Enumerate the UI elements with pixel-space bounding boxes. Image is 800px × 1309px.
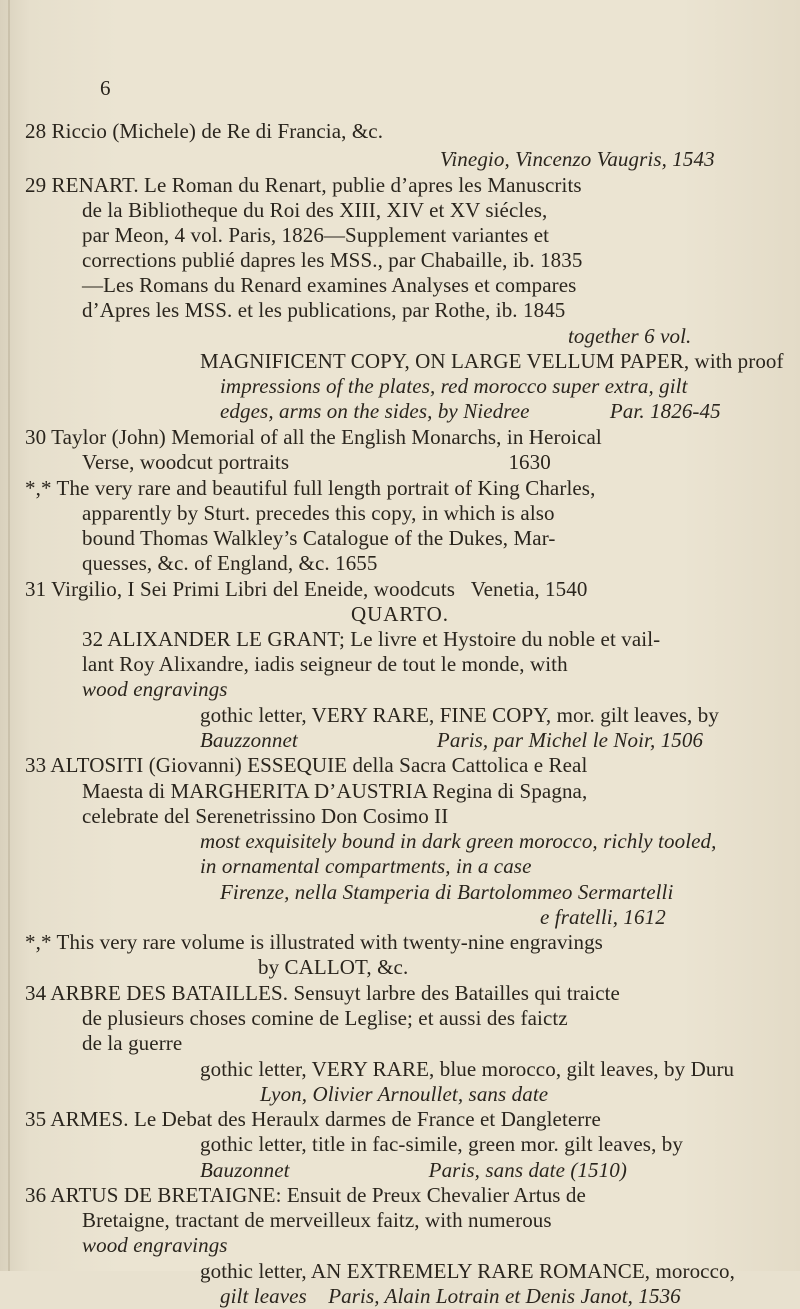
catalogue-line: corrections publié dapres les MSS., par Chabaille, ib. 1835 xyxy=(82,248,583,272)
catalogue-line: Verse, woodcut portraits 1630 xyxy=(82,450,551,474)
catalogue-line: 30 Taylor (John) Memorial of all the English Monarchs, in Heroical xyxy=(25,425,602,449)
catalogue-line: gilt leaves Paris, Alain Lotrain et Denis Janot, 1536 xyxy=(220,1284,681,1308)
catalogue-line: gothic letter, AN EXTREMELY RARE ROMANCE, morocco, xyxy=(200,1259,735,1283)
catalogue-line: in ornamental compartments, in a case xyxy=(200,854,532,878)
catalogue-line: edges, arms on the sides, by Niedree Par. 1826-45 xyxy=(220,399,721,423)
catalogue-line: 28 Riccio (Michele) de Re di Francia, &c. xyxy=(25,119,384,143)
catalogue-line: Bauzonnet Paris, sans date (1510) xyxy=(200,1158,627,1182)
catalogue-line: gothic letter, VERY RARE, blue morocco, gilt leaves, by Duru xyxy=(200,1057,735,1081)
catalogue-line: 33 ALTOSITI (Giovanni) ESSEQUIE della Sacra Cattolica e Real xyxy=(25,753,588,777)
catalogue-line: 34 ARBRE DES BATAILLES. Sensuyt larbre des Batailles qui traicte xyxy=(25,981,620,1005)
catalogue-line: bound Thomas Walkley’s Catalogue of the Dukes, Mar- xyxy=(82,526,556,550)
catalogue-line: Vinegio, Vincenzo Vaugris, 1543 xyxy=(440,147,715,171)
catalogue-line: 36 ARTUS DE BRETAIGNE: Ensuit de Preux Chevalier Artus de xyxy=(25,1183,586,1207)
catalogue-line: MAGNIFICENT COPY, ON LARGE VELLUM PAPER, with proof xyxy=(200,349,784,373)
catalogue-line: e fratelli, 1612 xyxy=(540,905,666,929)
catalogue-line: 31 Virgilio, I Sei Primi Libri del Eneide, woodcuts Venetia, 1540 xyxy=(25,577,588,601)
catalogue-line: Bretaigne, tractant de merveilleux faitz, with numerous xyxy=(82,1208,552,1232)
catalogue-line: de la Bibliotheque du Roi des XIII, XIV et XV siécles, xyxy=(82,198,548,222)
catalogue-line: apparently by Sturt. precedes this copy, in which is also xyxy=(82,501,555,525)
catalogue-line: d’Apres les MSS. et les publications, par Rothe, ib. 1845 xyxy=(82,298,566,322)
catalogue-line: most exquisitely bound in dark green morocco, richly tooled, xyxy=(200,829,717,853)
catalogue-line: —Les Romans du Renard examines Analyses et compares xyxy=(82,273,577,297)
catalogue-line: de plusieurs choses comine de Leglise; et aussi des faictz xyxy=(82,1006,568,1030)
page-number: 6 xyxy=(100,76,111,100)
catalogue-line: impressions of the plates, red morocco super extra, gilt xyxy=(220,374,688,398)
catalogue-line: by CALLOT, &c. xyxy=(258,955,409,979)
catalogue-line: lant Roy Alixandre, iadis seigneur de tout le monde, with xyxy=(82,652,568,676)
catalogue-line: wood engravings xyxy=(82,677,228,701)
catalogue-line: de la guerre xyxy=(82,1031,183,1055)
catalogue-line: Lyon, Olivier Arnoullet, sans date xyxy=(260,1082,549,1106)
catalogue-line: 29 RENART. Le Roman du Renart, publie d’apres les Manuscrits xyxy=(25,173,582,197)
section-heading: QUARTO. xyxy=(350,602,450,626)
catalogue-line: *,* This very rare volume is illustrated with twenty-nine engravings xyxy=(25,930,603,954)
catalogue-line: 35 ARMES. Le Debat des Heraulx darmes de France et Dangleterre xyxy=(25,1107,601,1131)
catalogue-line: par Meon, 4 vol. Paris, 1826—Supplement variantes et xyxy=(82,223,550,247)
catalogue-line: gothic letter, VERY RARE, FINE COPY, mor. gilt leaves, by xyxy=(200,703,719,727)
catalogue-line: Bauzzonnet Paris, par Michel le Noir, 1506 xyxy=(200,728,704,752)
catalogue-line: Firenze, nella Stamperia di Bartolommeo Sermartelli xyxy=(220,880,674,904)
catalogue-line: Maesta di MARGHERITA D’AUSTRIA Regina di Spagna, xyxy=(82,779,588,803)
catalogue-line: *,* The very rare and beautiful full length portrait of King Charles, xyxy=(25,476,596,500)
catalogue-line: quesses, &c. of England, &c. 1655 xyxy=(82,551,378,575)
catalogue-line: 32 ALIXANDER LE GRANT; Le livre et Hystoire du noble et vail- xyxy=(82,627,661,651)
catalogue-line: together 6 vol. xyxy=(568,324,692,348)
catalogue-line: celebrate del Serenetrissino Don Cosimo II xyxy=(82,804,449,828)
catalogue-line: wood engravings xyxy=(82,1233,228,1257)
catalogue-line: gothic letter, title in fac-simile, green mor. gilt leaves, by xyxy=(200,1132,683,1156)
